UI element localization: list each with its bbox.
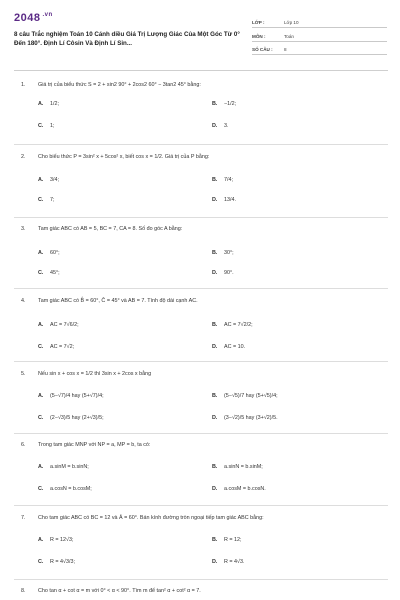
option-text: a.cosM = b.cosN. (224, 486, 266, 492)
option-label: C. (38, 123, 44, 129)
option-text: 60°; (50, 250, 60, 256)
question-number: 4. (21, 298, 26, 304)
question-text: Giá trị của biểu thức S = 2 + sin2 90° + 2cos2 60° − 3tan2 45° bằng: (38, 82, 201, 88)
option-text: R = 4√3. (224, 559, 245, 565)
header (0, 0, 400, 66)
option-label: B. (212, 322, 218, 328)
option-label: B. (212, 537, 218, 543)
option-a[interactable] (38, 177, 59, 183)
meta-grade-key: LỚP : (252, 20, 265, 25)
option-c[interactable] (38, 344, 74, 350)
meta-subject-key: MÔN : (252, 34, 266, 39)
option-label: B. (212, 464, 218, 470)
option-b[interactable] (212, 177, 233, 183)
option-text: AC = 7√6/2; (50, 322, 79, 328)
option-label: D. (212, 123, 218, 129)
logo-suffix: .vn (42, 12, 53, 18)
option-label: C. (38, 197, 44, 203)
option-label: C. (38, 270, 44, 276)
option-label: C. (38, 415, 44, 421)
option-text: (5−√5)/7 hay (5+√5)/4; (224, 393, 278, 399)
meta-subject (252, 30, 387, 42)
option-label: A. (38, 250, 44, 256)
question-divider (14, 288, 388, 289)
option-label: C. (38, 344, 44, 350)
option-b[interactable] (212, 101, 236, 107)
option-label: A. (38, 101, 44, 107)
meta-grade-value: Lớp 10 (284, 20, 299, 25)
option-d[interactable] (212, 197, 236, 203)
option-text: (5−√7)/4 hay (5+√7)/4; (50, 393, 104, 399)
option-text: 3/4; (50, 177, 59, 183)
option-label: C. (38, 486, 44, 492)
option-a[interactable] (38, 393, 104, 399)
option-d[interactable] (212, 415, 278, 421)
meta-count-key: SỐ CÂU : (252, 47, 273, 52)
option-text: a.sinM = b.sinN; (50, 464, 89, 470)
option-label: B. (212, 101, 218, 107)
option-text: 7/4; (224, 177, 233, 183)
document-title: 8 câu Trắc nghiệm Toán 10 Cánh diều Giá Trị Lượng Giác Của Một Góc Từ 0° Đến 180°. Định Lí Côsin Và Định Lí Sin... (14, 31, 240, 47)
question-number: 3. (21, 226, 26, 232)
question-divider (14, 433, 388, 434)
site-logo[interactable] (14, 12, 53, 24)
option-c[interactable] (38, 415, 104, 421)
question-number: 6. (21, 442, 26, 448)
question-text: Tam giác ABC có B̂ = 60°, Ĉ = 45° và AB = 7. Tính độ dài cạnh AC. (38, 298, 198, 304)
option-label: B. (212, 393, 218, 399)
meta-count-value: 8 (284, 47, 287, 52)
option-text: 45°; (50, 270, 60, 276)
option-a[interactable] (38, 537, 74, 543)
option-text: 90°. (224, 270, 234, 276)
option-text: a.sinN = b.sinM; (224, 464, 263, 470)
option-label: D. (212, 344, 218, 350)
option-d[interactable] (212, 486, 266, 492)
option-text: 1; (50, 123, 55, 129)
option-label: C. (38, 559, 44, 565)
question-divider (14, 217, 388, 218)
option-label: D. (212, 486, 218, 492)
option-label: D. (212, 197, 218, 203)
meta-count (252, 43, 387, 55)
option-text: 7; (50, 197, 55, 203)
option-text: AC = 7√2/2; (224, 322, 253, 328)
option-text: AC = 7√2; (50, 344, 75, 350)
option-d[interactable] (212, 344, 245, 350)
option-b[interactable] (212, 464, 263, 470)
question-divider (14, 361, 388, 362)
option-c[interactable] (38, 197, 55, 203)
option-text: (3−√2)/5 hay (3+√2)/5. (224, 415, 278, 421)
question-text: Nếu sin x + cos x = 1/2 thì 3sin x + 2cos x bằng (38, 371, 152, 377)
option-c[interactable] (38, 270, 60, 276)
question-text: Cho biểu thức P = 3sin² x + 5cos² x, biết cos x = 1/2. Giá trị của P bằng: (38, 154, 210, 160)
question-number: 7. (21, 515, 26, 521)
option-c[interactable] (38, 486, 92, 492)
question-number: 8. (21, 588, 26, 594)
option-b[interactable] (212, 322, 253, 328)
option-label: D. (212, 270, 218, 276)
option-b[interactable] (212, 250, 234, 256)
option-text: 13/4. (224, 197, 236, 203)
option-a[interactable] (38, 250, 60, 256)
option-b[interactable] (212, 393, 278, 399)
option-b[interactable] (212, 537, 242, 543)
question-number: 5. (21, 371, 26, 377)
option-d[interactable] (212, 559, 245, 565)
option-label: B. (212, 177, 218, 183)
meta-subject-value: Toán (284, 34, 294, 39)
question-divider (14, 144, 388, 145)
option-label: A. (38, 322, 44, 328)
question-text: Tam giác ABC có AB = 5, BC = 7, CA = 8. Số đo góc A bằng: (38, 226, 183, 232)
option-text: R = 12; (224, 537, 242, 543)
meta-grade (252, 16, 387, 28)
option-d[interactable] (212, 270, 234, 276)
option-label: B. (212, 250, 218, 256)
header-divider (14, 70, 388, 71)
question-text: Cho tan α + cot α = m với 0° < α < 90°. Tìm m để tan² α + cot² α = 7. (38, 588, 201, 594)
option-label: A. (38, 537, 44, 543)
option-text: R = 12√3; (50, 537, 74, 543)
option-text: 1/2; (50, 101, 59, 107)
option-a[interactable] (38, 464, 89, 470)
option-a[interactable] (38, 322, 79, 328)
option-text: R = 4√3/3; (50, 559, 75, 565)
option-label: D. (212, 415, 218, 421)
option-label: D. (212, 559, 218, 565)
option-c[interactable] (38, 123, 55, 129)
option-label: A. (38, 464, 44, 470)
option-label: A. (38, 393, 44, 399)
question-number: 2. (21, 154, 26, 160)
option-text: −1/2; (224, 101, 237, 107)
option-text: 30°; (224, 250, 234, 256)
option-d[interactable] (212, 123, 229, 129)
question-text: Cho tam giác ABC có BC = 12 và Â = 60°. Bán kính đường tròn ngoại tiếp tam giác ABC bằng: (38, 515, 264, 521)
option-text: 3. (224, 123, 229, 129)
question-number: 1. (21, 82, 26, 88)
option-c[interactable] (38, 559, 75, 565)
option-text: a.cosN = b.cosM; (50, 486, 92, 492)
option-label: A. (38, 177, 44, 183)
logo-text: 2048 (14, 12, 41, 24)
question-divider (14, 579, 388, 580)
option-a[interactable] (38, 101, 59, 107)
option-text: AC = 10. (224, 344, 246, 350)
question-text: Trong tam giác MNP với NP = a, MP = b, ta có: (38, 442, 151, 448)
option-text: (2−√3)/5 hay (2+√3)/5; (50, 415, 104, 421)
question-divider (14, 505, 388, 506)
